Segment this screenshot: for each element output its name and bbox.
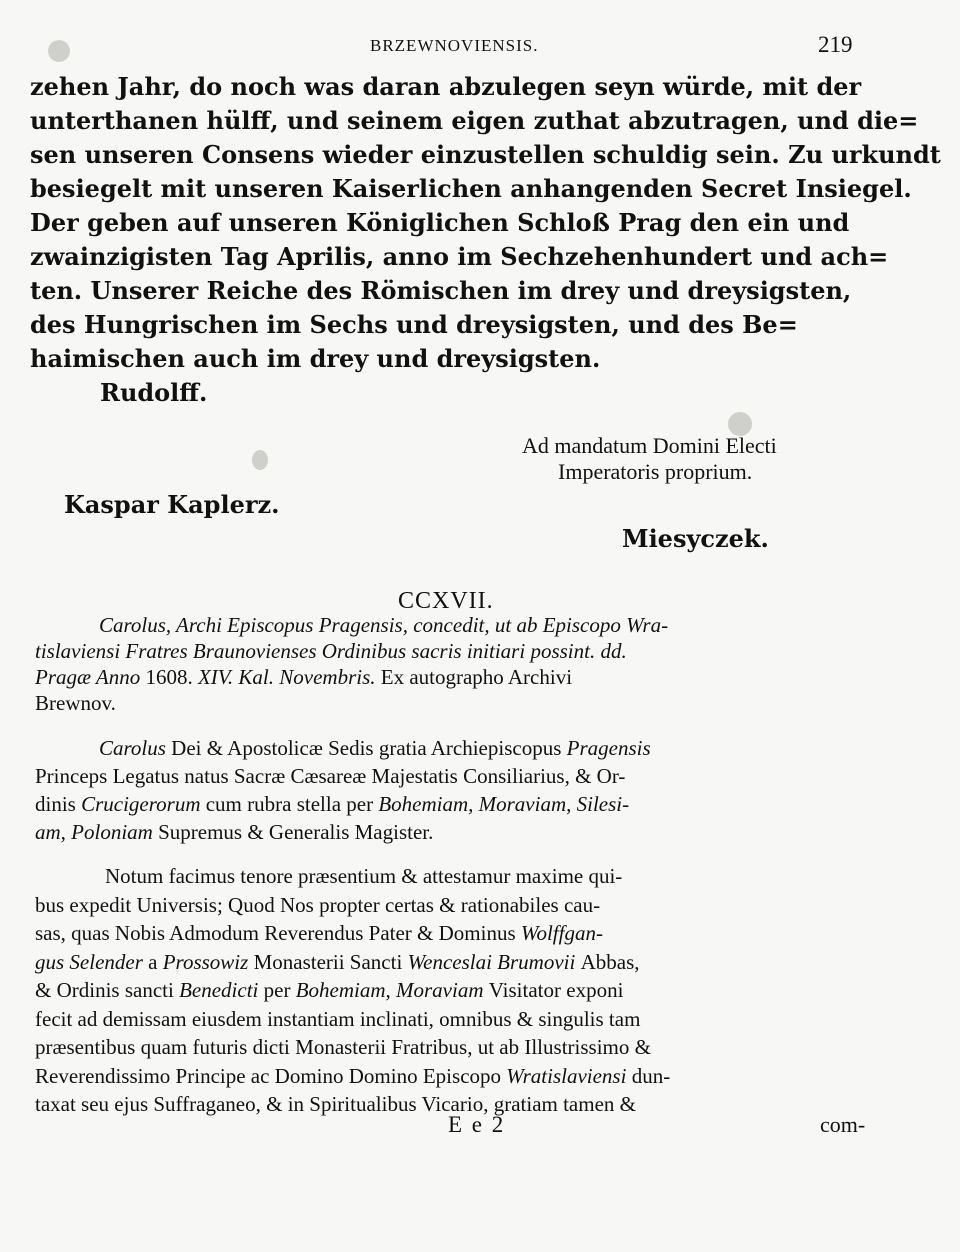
text-line: zwainzigisten Tag Aprilis, anno im Sechzehenhundert und ach= xyxy=(30,242,889,271)
text-segment: Ex autographo Archivi xyxy=(380,665,573,689)
text-segment: gus Selender xyxy=(35,949,149,974)
text-line xyxy=(35,690,895,716)
text-line xyxy=(35,762,895,790)
text-line xyxy=(35,664,895,690)
text-line: ten. Unserer Reiche des Römischen im drey und dreysigsten, xyxy=(30,276,852,305)
text-segment: Brewnov. xyxy=(35,691,116,715)
german-text-block xyxy=(30,70,941,376)
text-segment: Monasterii Sancti xyxy=(253,949,408,974)
text-segment: Crucigerorum xyxy=(81,792,206,816)
text-line: Der geben auf unseren Königlichen Schloß Prag den ein und xyxy=(30,208,850,237)
text-segment: Notum facimus tenore præsentium & attestamur maxime qui- xyxy=(105,864,623,888)
text-segment: sas, quas Nobis Admodum Reverendus Pater & Dominus xyxy=(35,921,521,945)
mandate-note xyxy=(522,433,777,485)
mandate-line: Imperatoris proprium. xyxy=(558,459,753,484)
signature-rudolff: Rudolff. xyxy=(100,378,208,407)
text-segment: Bohemiam, Moraviam, Silesi- xyxy=(378,792,630,816)
text-segment: Supremus & Generalis Magister. xyxy=(158,820,434,844)
text-line xyxy=(35,790,895,818)
page-footer xyxy=(0,1108,960,1148)
text-line xyxy=(35,818,895,846)
text-segment: præsentibus quam futuris dicti Monasterii Fratribus, ut ab Illustrissimo & xyxy=(35,1035,651,1059)
text-segment: Wolffgan- xyxy=(520,921,603,945)
page-number: 219 xyxy=(818,32,853,57)
text-segment: 1608. xyxy=(145,665,198,689)
text-segment: tislaviensi Fratres Braunovienses Ordinibus sacris initiari possint. dd. xyxy=(35,639,627,663)
text-segment: fecit ad demissam eiusdem instantiam inclinati, omnibus & singulis tam xyxy=(35,1006,641,1031)
text-segment: per xyxy=(263,978,296,1002)
text-segment: XIV. Kal. Novembris. xyxy=(197,665,381,689)
text-line xyxy=(35,638,895,664)
text-segment: Dei & Apostolicæ Sedis gratia Archiepiscopus xyxy=(171,736,567,760)
mandate-line: Ad mandatum Domini Electi xyxy=(522,433,777,458)
text-segment: a xyxy=(148,949,163,974)
text-segment: Carolus, Archi Episcopus Pragensis, concedit, ut ab Episcopo Wra- xyxy=(99,613,669,637)
document-intro xyxy=(35,734,895,846)
text-segment: bus expedit Universis; Quod Nos propter certas & rationabiles cau- xyxy=(35,892,601,917)
catchword: com- xyxy=(820,1112,866,1137)
running-title: BRZEWNOVIENSIS. xyxy=(370,36,539,55)
text-line: unterthanen hülff, und seinem eigen zuthat abzutragen, und die= xyxy=(30,106,919,135)
text-line xyxy=(35,612,895,638)
document-summary xyxy=(35,612,895,716)
text-line xyxy=(35,976,895,1005)
text-segment: Pragæ Anno xyxy=(35,665,146,689)
text-line: des Hungrischen im Sechs und dreysigsten, und des Be= xyxy=(30,310,798,339)
text-line: besiegelt mit unseren Kaiserlichen anhangenden Secret Insiegel. xyxy=(30,174,912,203)
text-segment: Abbas, xyxy=(580,949,640,974)
text-line: haimischen auch im drey und dreysigsten. xyxy=(30,344,601,373)
text-segment: dinis xyxy=(35,792,82,816)
text-line: zehen Jahr, do noch was daran abzulegen seyn würde, mit der xyxy=(30,72,862,101)
text-segment: Carolus xyxy=(99,736,172,760)
signature-kaspar: Kaspar Kaplerz. xyxy=(64,490,280,519)
text-line xyxy=(35,948,895,977)
text-line xyxy=(35,862,895,891)
text-segment: Reverendissimo Principe ac Domino Domino Episcopo xyxy=(35,1063,507,1088)
text-segment: Prossowiz xyxy=(162,949,254,974)
document-number: CCXVII. xyxy=(398,588,494,614)
signature-miesyczek: Miesyczek. xyxy=(622,524,769,553)
text-line xyxy=(35,1033,895,1062)
text-segment: Pragensis xyxy=(566,736,651,760)
ink-spot xyxy=(252,450,268,470)
text-segment: Princeps Legatus natus Sacræ Cæsareæ Majestatis Consiliarius, & Or- xyxy=(35,764,626,788)
document-body xyxy=(35,862,895,1119)
text-segment: cum rubra stella per xyxy=(205,792,379,816)
text-line xyxy=(35,1062,895,1091)
text-segment: Visitator exponi xyxy=(488,978,624,1002)
text-line: sen unseren Consens wieder einzustellen schuldig sein. Zu urkundt xyxy=(30,140,941,169)
text-segment: Bohemiam, Moraviam xyxy=(295,978,489,1002)
text-segment: dun- xyxy=(631,1063,671,1088)
text-line xyxy=(35,919,895,948)
text-segment: Wratislaviensi xyxy=(506,1063,632,1088)
text-line xyxy=(35,734,895,762)
running-header xyxy=(0,30,960,60)
text-segment: Wenceslai Brumovii xyxy=(407,949,581,974)
signature-mark: E e 2 xyxy=(448,1112,506,1137)
text-line xyxy=(35,1005,895,1034)
text-line xyxy=(35,891,895,920)
text-segment: & Ordinis sancti xyxy=(35,978,180,1002)
text-segment: Benedicti xyxy=(179,978,264,1002)
text-segment: taxat seu ejus Suffraganeo, & in Spiritualibus Vicario, gratiam tamen & xyxy=(35,1092,636,1116)
text-segment: am, Poloniam xyxy=(35,820,159,844)
